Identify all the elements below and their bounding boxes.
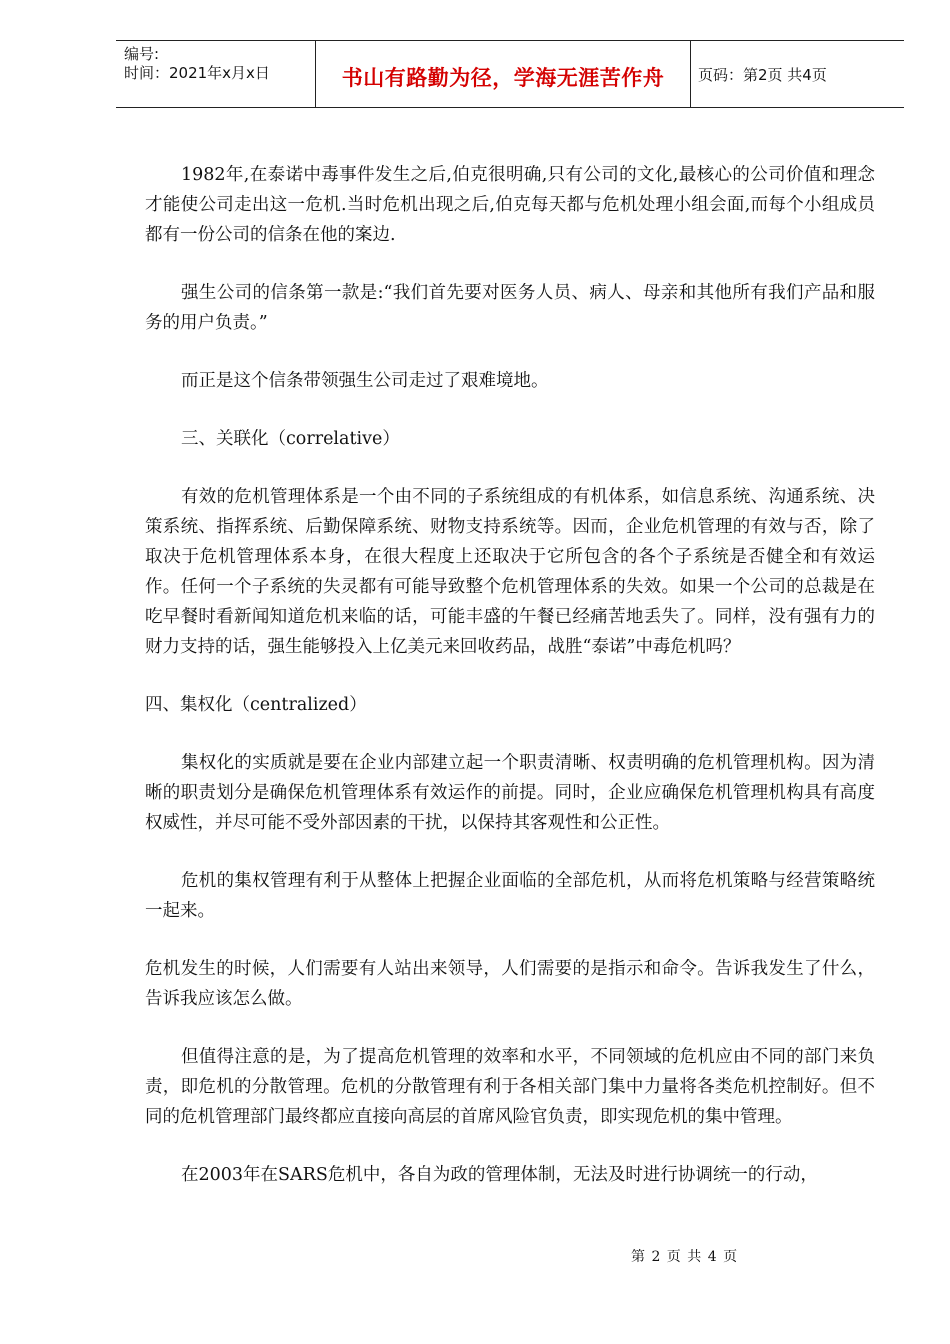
- paragraph-credo: 强生公司的信条第一款是:“我们首先要对医务人员、病人、母亲和其他所有我们产品和服务的用户负责。”: [145, 283, 875, 333]
- header-motto-cell: [315, 41, 691, 107]
- paragraph-centralized-essence: 集权化的实质就是要在企业内部建立起一个职责清晰、权责明确的危机管理机构。因为清晰的职责划分是确保危机管理体系有效运作的前提。同时，企业应确保危机管理机构具有高度权威性，并尽可能不受外部因素的干扰，以保持其客观性和公正性。: [145, 753, 875, 833]
- header-page-info: 页码：第2页 共4页: [698, 66, 827, 84]
- section-heading-correlative: 三、关联化（correlative）: [181, 429, 400, 449]
- paragraph-centralized-benefit: 危机的集权管理有利于从整体上把握企业面临的全部危机，从而将危机策略与经营策略统一起来。: [145, 871, 875, 921]
- paragraph-credo-result: 而正是这个信条带领强生公司走过了艰难境地。: [181, 371, 549, 391]
- page-footer: 第 2 页 共 4 页: [631, 1249, 739, 1265]
- document-date: 时间：2021年x月x日: [124, 64, 270, 82]
- document-body: [145, 160, 875, 1218]
- header-page-cell: [690, 41, 904, 107]
- paragraph-decentralized: 但值得注意的是，为了提高危机管理的效率和水平，不同领域的危机应由不同的部门来负责，即危机的分散管理。危机的分散管理有利于各相关部门集中力量将各类危机控制好。但不同的危机管理部门最终都应直接向高层的首席风险官负责，即实现危机的集中管理。: [145, 1047, 875, 1127]
- paragraph-leadership: 危机发生的时候，人们需要有人站出来领导，人们需要的是指示和命令。告诉我发生了什么，告诉我应该怎么做。: [145, 959, 875, 1009]
- header-motto: 书山有路勤为径，学海无涯苦作舟: [341, 66, 665, 90]
- paragraph-sars: 在2003年在SARS危机中，各自为政的管理体制，无法及时进行协调统一的行动，: [181, 1165, 818, 1185]
- page-header: [116, 40, 904, 108]
- paragraph-1982-event: 1982年,在泰诺中毒事件发生之后,伯克很明确,只有公司的文化,最核心的公司价值和理念才能使公司走出这一危机.当时危机出现之后,伯克每天都与危机处理小组会面,而每个小组成员都有一份公司的信条在他的案边.: [145, 165, 875, 245]
- document-number-label: 编号:: [124, 45, 160, 63]
- header-meta-cell: [116, 41, 315, 107]
- paragraph-correlative-body: 有效的危机管理体系是一个由不同的子系统组成的有机体系，如信息系统、沟通系统、决策系统、指挥系统、后勤保障系统、财物支持系统等。因而，企业危机管理的有效与否，除了取决于危机管理体系本身，在很大程度上还取决于它所包含的各个子系统是否健全和有效运作。任何一个子系统的失灵都有可能导致整个危机管理体系的失效。如果一个公司的总裁是在吃早餐时看新闻知道危机来临的话，可能丰盛的午餐已经痛苦地丢失了。同样，没有强有力的财力支持的话，强生能够投入上亿美元来回收药品，战胜“泰诺”中毒危机吗？: [145, 487, 875, 657]
- section-heading-centralized: 四、集权化（centralized）: [145, 695, 367, 715]
